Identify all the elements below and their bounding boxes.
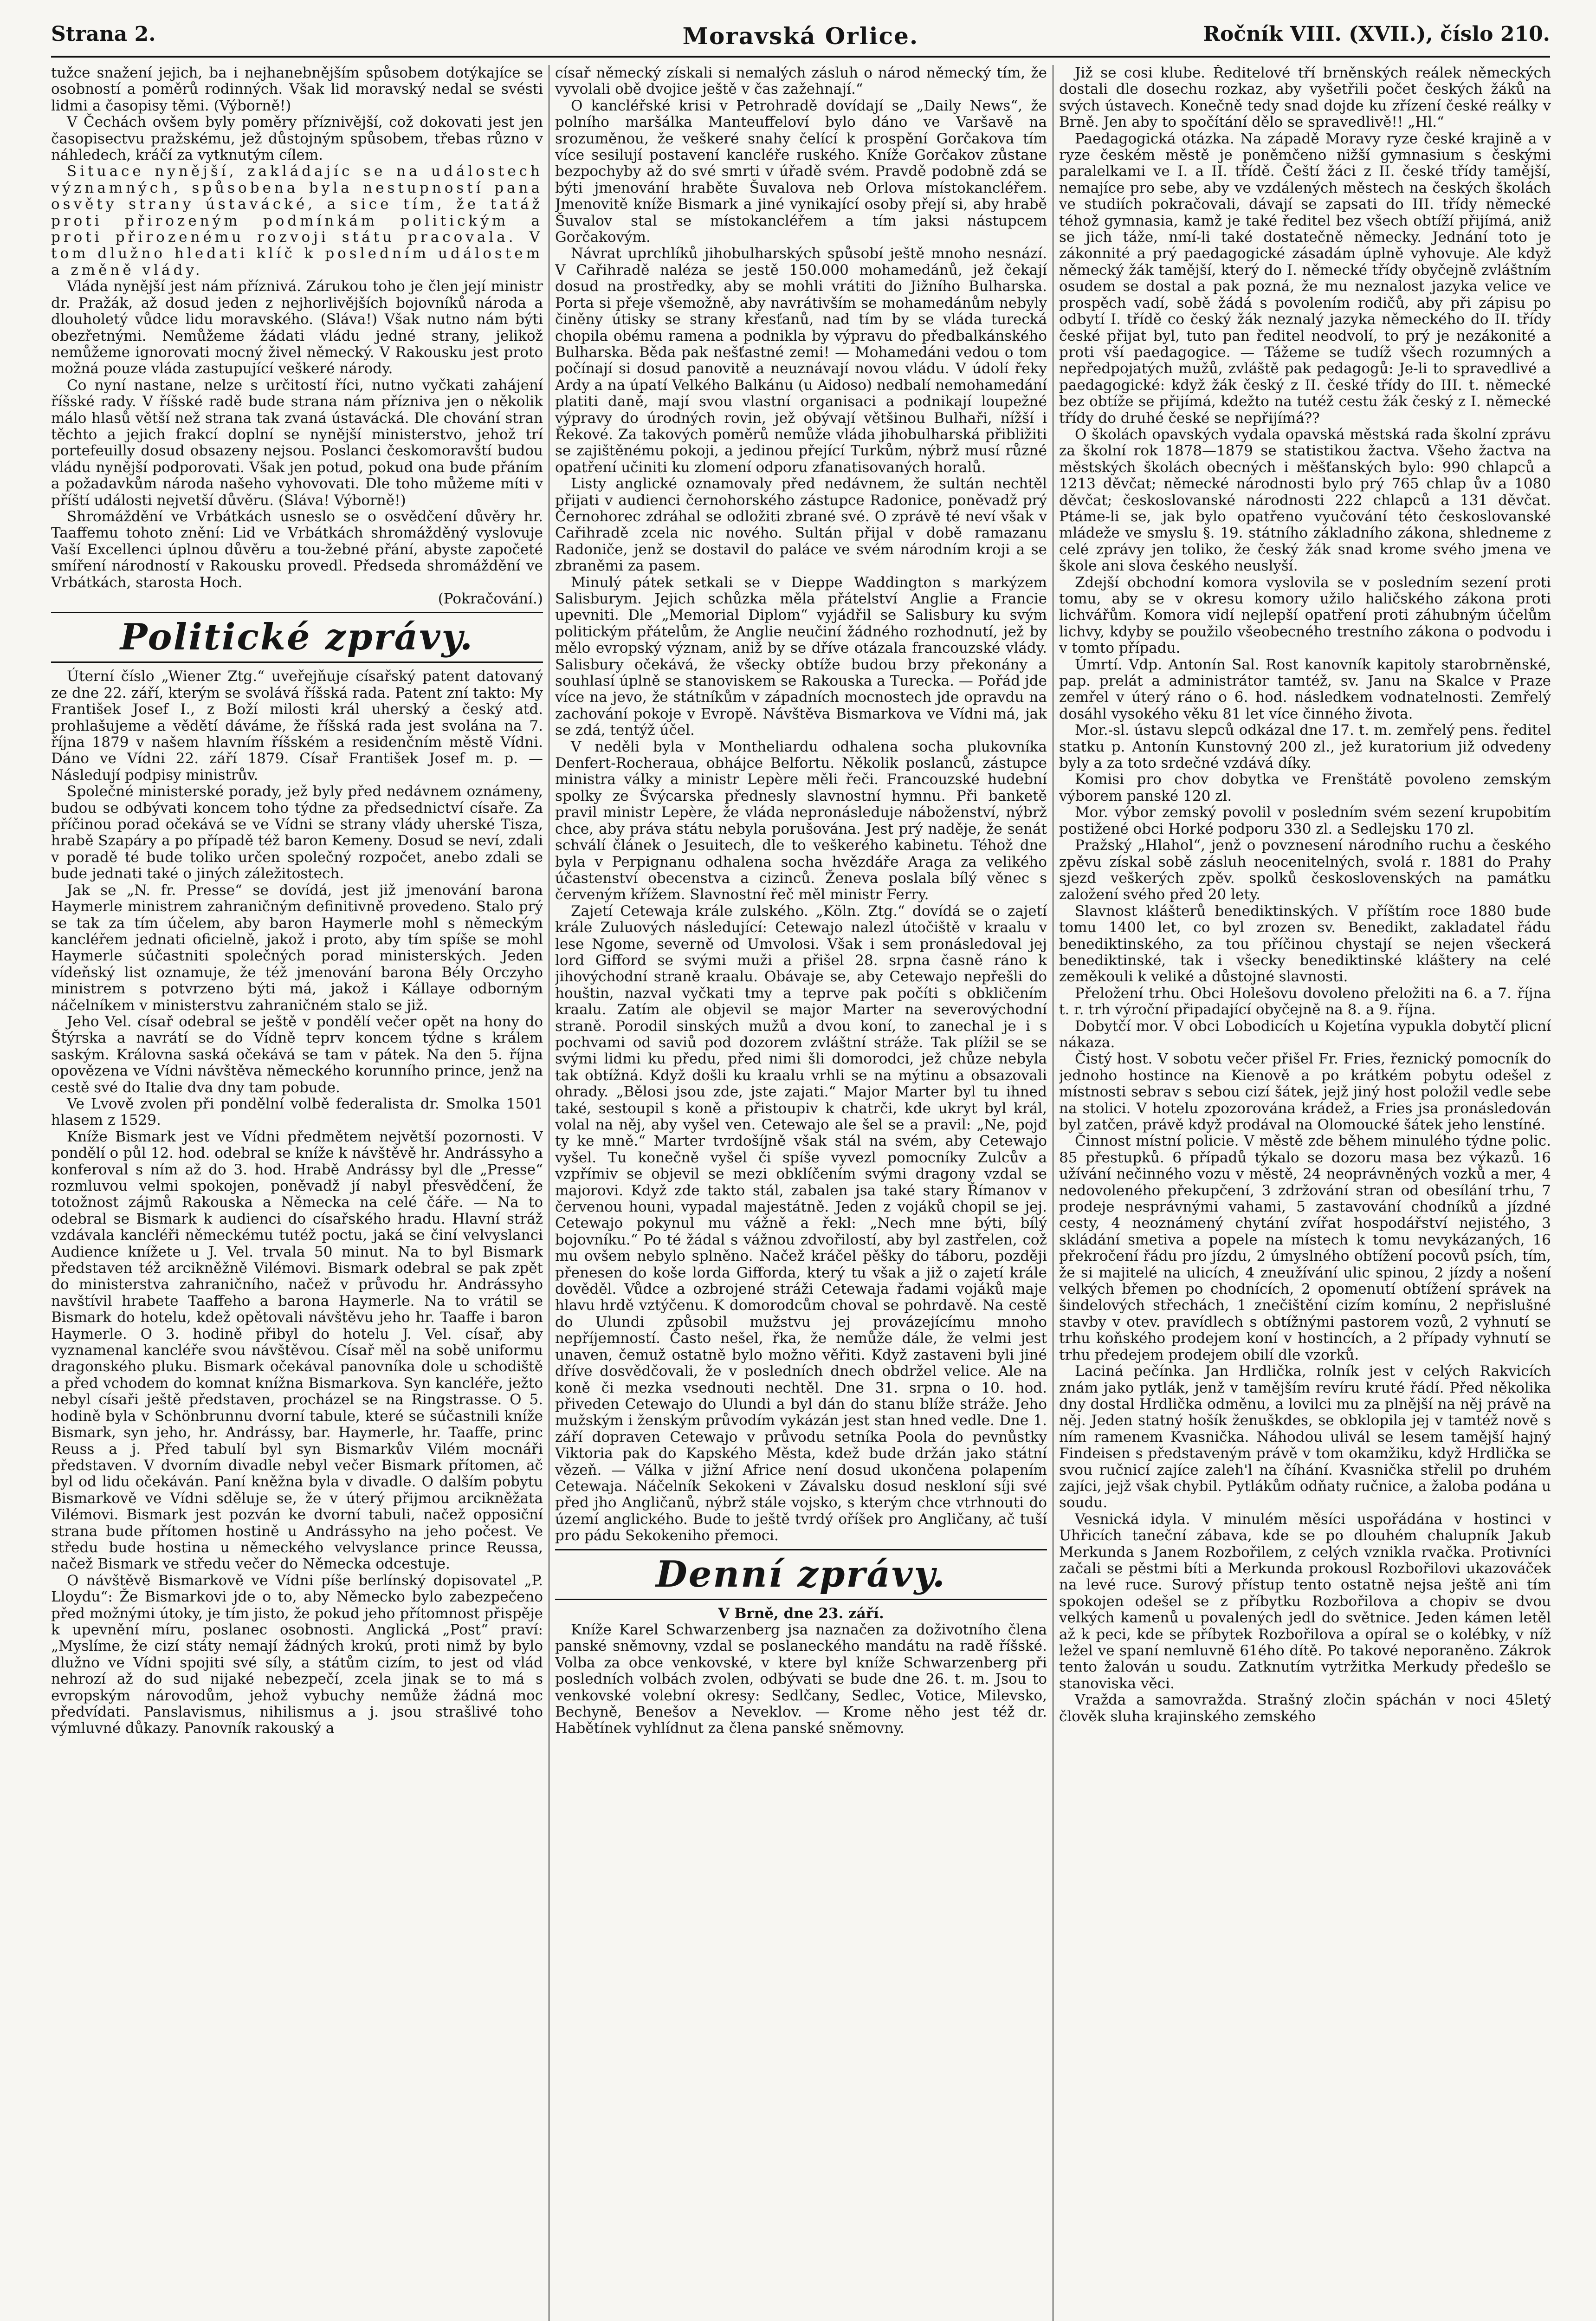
article-paragraph: O návštěvě Bismarkově ve Vídni píše berlínský dopisovatel „P. Lloydu“: Že Bismarkovi jde o to, aby Německo bylo zabezpečeno před možnými útoky, je tím jisto, že pokud jeho přítomnost přispěje k upevnění míru, poslanec osobnosti. Anglická „Post“ praví: „Myslíme, že cizí státy nemají žádných krokú, proti nimž by bylo dlužno ve Vídni spojiti své síly, a státům cizím, to jest od vlád nehrozí až do sud nijaké nebezpečí, zcela jinak se to má s evropským nárovodům, jehož vybuchy nemůže žádná moc předvídati. Panslavismus, nihilismus a j. jsou strašlivé toho výmluvné důkazy. Panovník rakouský a <box>51 1572 543 1737</box>
article-paragraph: Listy anglické oznamovaly před nedávnem, že sultán nechtěl přijati v audienci černohorského zástupce Radonice, poněvadž prý Černohorec zdráhal se odložiti zbrané své. O zprávě té neví však v Cařihradě zcela nic nového. Sultán přijal v době ramazanu Radoniče, jenž se dostavil do paláce ve svém národním kroji a se zbraněmi za pasem. <box>555 475 1047 575</box>
news-item: Laciná pečínka. Jan Hrdlička, rolník jest v celých Rakvicích znám jako pytlák, jenž v tamějším revíru kruté řádí. Před několika dny dostal Hrdlička odměnu, a lovilci mu za plnější na něj právě na něj. Jeden statný hošík ženuškdes, se obklopila jej v tamtéž nově s ním ramenem Kvasnička. Náhodou ulivál se lesem tamější hajný Findeisen s představeným právě v tom okamžiku, když Hrdlička se svou ručnicí zajíce zaleh'l na číhání. Kvasnička střelil po druhém zajíci, jejž však chybil. Pytlákům odňaty ručnice, a žaloba podána u soudu. <box>1059 1363 1551 1511</box>
article-paragraph: Zajetí Cetewaja krále zulského. „Köln. Ztg.“ dovídá se o zajetí krále Zuluových následující: Cetewajo nalezl útočiště v kraalu v lese Ngome, severně od Umvolosi. Však i sem pronásledoval jej lord Gifford se svými muži a přišel 28. srpna časně ráno k jihovýchodní straně kraalu. Obávaje se, aby Cetewajo nepřešli do houštin, nazval vyčkati tmy a teprve pak počíti s obkličením kraalu. Zatím ale objevil se major Marter na severovýchodní straně. Porodil sinských mužů a dvou koní, to zanechal je i s pochvami od saviů pod dozorem zvláštní stráže. Tak plížil se se svými lidmi ku předu, před nimi šli domorodci, jež chůze nebyla tak obtížná. Když došli ku kraalu vrhli se na mýtinu a obsazovali ohrady. „Bělosi jsou zde, jste zajati.“ Major Marter byl tu ihned také, sestoupil s koně a přistoupiv k chatrči, kde ukryt byl král, volal na něj, aby vyšel ven. Cetewajo ale šel se a pravil: „Ne, pojď ty ke mně.“ Marter tvrdošíjně však stál na svém, aby Cetewajo vyšel. Tu konečně vyšel či spíše vyvezl pomocníky Zulcův a vzpřímiv se objevil se mezi obklíčením svými dragony vzdal se majorovi. Když zde takto stál, zabalen jsa také stary Římanov v červenou houni, vypadal majestátně. Jeden z vojáků chopil se jej. Cetewajo pokynul mu vážně a řekl: „Nech mne býti, bílý bojovníku.“ Po té žádal s vážnou zdvořilostí, aby byl zastřelen, což mu ovšem nebylo splněno. Načež kráčel pěšky do táboru, později přenesen do koše lorda Gifforda, který tu však a již o zajetí krále dověděl. Vůdce a ozbrojené stráži Cetewaja řadami vojáků maje hlavu hrdě vztýčenu. K domorodcům choval se pohrdavě. Na cestě do Ulundi způsobil mužstvu jej provázejícímu mnoho nepříjemností. Často nešel, řka, že nemůže dále, že velmi jest unaven, čemuž ostatně bylo možno věřiti. Když zastaveni byli jiné dříve dosvědčovali, že v posledních dnech obdržel velice. Ale na koně či mezka vsednouti nechtěl. Dne 31. srpna o 10. hod. přiveden Cetewajo do Ulundi a byl dán do stanu blíže stráže. Jeho mužským i ženským průvodím vykázán jest stan hned vedle. Dne 1. září dopraven Cetewajo v průvodu setníka Poola do pevnůstky Viktoria pak do Kapského Města, kdež bude držán jako státní vězeň. — Válka v jižní Africe není dosud ukončena polapením Cetewaja. Náčelník Sekokeni v Závalsku dosud neskloní síji své před jho Angličanů, nýbrž stále vojsko, s kterým chce vtrhnouti do území anglického. Bude to ještě tvrdý oříšek pro Angličany, ač tuší pro pádu Sekokeniho přemoci. <box>555 902 1047 1544</box>
section-heading-daily-news: Denní zprávy. <box>555 1549 1047 1600</box>
article-paragraph: Minulý pátek setkali se v Dieppe Waddington s markýzem Salisburym. Jejich schůzka měla přátelství Anglie a Francie upevniti. Dle „Memorial Diplom“ vyjádřil se Salisbury ku svým politickým přátelům, že Anglie neučiní žádného rozhodnutí, jež by mělo evropský význam, aniž by se dříve otázala francouzské vlády. Salisbury očekává, že všecky obtíže budou brzy překonány a souhlasí úplně se stanoviskem se Rakouska a Turecka. — Pořád jde více na jevo, že státníkům v západních mocnostech jde opravdu na zachování pokoje v Evropě. Návštěva Bismarkova ve Vídni má, jak se zdá, tentýž účel. <box>555 574 1047 739</box>
article-paragraph: Společné ministerské porady, jež byly před nedávnem oznámeny, budou se odbývati koncem toho týdne za předsednictví císaře. Za příčinou porad očekává se ve Vídni se strany vlády uherské Tisza, hrabě Szapáry a po případě též baron Kemeny. Dosud se neví, zdali v poradě té bude toliko určen společný rozpočet, anebo zdali se bude jednati také o jiných záležitostech. <box>51 783 543 882</box>
article-paragraph: Ve Lvově zvolen při pondělní volbě federalista dr. Smolka 1501 hlasem z 1529. <box>51 1095 543 1129</box>
news-item: Úmrtí. Vdp. Antonín Sal. Rost kanovník kapitoly starobrněnské, pap. prelát a administrátor tamtéž, sv. Janu na Skalce v Praze zemřel v úterý ráno o 6. hod. následkem vodnatelnosti. Zemřelý dosáhl vysokého věku 81 let více činného života. <box>1059 656 1551 722</box>
article-paragraph: Kníže Karel Schwarzenberg jsa naznačen za doživotního člena panské sněmovny, vzdal se poslaneckého mandátu na radě říšské. Volba za obce venkovské, v ktere byl kníže Schwarzenberg při posledních volbách zvolen, odbývati se bude dne 26. t. m. Jsou to venkovské volební okresy: Sedlčany, Sedlec, Votice, Milevsko, Bechyně, Benešov a Neveklov. — Krome něho jest též dr. Habětínek vyhlídnut za člena panské sněmovny. <box>555 1621 1047 1737</box>
news-item: Činnost místní policie. V městě zde během minulého týdne polic. 85 přestupků. 6 případů týkalo se dozoru masa bez výkazů. 16 užívání nečinného vozu v městě, 24 neoprávněných vozků a mer, 4 nedovoleného překupčení, 3 zdržování stran od obesílání trhu, 7 prodeje nesprávnými vahami, 5 zastavování chodníků a jízdné cesty, 4 neoznámený chytání zvířat hospodářství nejistého, 3 skládání smetiva a popele na místech k tomu nevykázaných, 16 překročení řádu pro jízdu, 2 úmyslného obtížení pocovů psích, tím, že si majitelé na ulicích, 4 zneužívání ulic spinou, 2 jízdy a nošení velkých břemen po chodnících, 2 opomenutí obtížení správek na šindelových střechách, 1 znečištění cizím komínu, 2 nepřislušné stavby v otev. pravídlech s obtížnými pastorem vozů, 2 vyhnutí se trhu koňského prodejem koní v hostincích, a 2 případy vyhnutí se trhu předejem prodejem obilí dle vzorků. <box>1059 1133 1551 1363</box>
continuation-note: (Pokračování.) <box>438 590 543 607</box>
column-1 <box>51 65 543 2321</box>
column-3 <box>1059 65 1551 2321</box>
news-item: Již se cosi klube. Ředitelové tří brněnských reálek německých dostali dle dosechu rozkaz, aby vyšetřili počet českých žáků na svých ústavech. Konečně tedy snad dojde ku zřízení české reálky v Brně. Jen aby to spočítání dělo se spravedlivě!! „Hl.“ <box>1059 65 1551 131</box>
news-item: Mor.-sl. ústavu slepců odkázal dne 17. t. m. zemřelý pens. ředitel statku p. Antonín Kunstovný 200 zl., jež kuratorium již odvedeny byly a za toto srdečné vzdává díky. <box>1059 722 1551 772</box>
news-item: Přeložení trhu. Obci Holešovu dovoleno přeložiti na 6. a 7. října t. r. trh výroční připadající obyčejně na 8. a 9. října. <box>1059 985 1551 1018</box>
article-paragraph: Shromáždění ve Vrbátkách usneslo se o osvědčení důvěry hr. Taaffemu tohoto znění: Lid ve Vrbátkách shromážděný vyslovuje Vaší Excellenci úplnou důvěru a tou-žebné přání, abyste započeté smíření národností v Rakousku provedl. Předseda shromáždění ve Vrbátkách, starosta Hoch. <box>51 508 543 591</box>
article-paragraph: Kníže Bismark jest ve Vídni předmětem největší pozornosti. V pondělí o půl 12. hod. odebral se kníže k návštěvě hr. Andrássyho a konferoval s ním až do 3. hod. Hrabě Andrássy byl dle „Presse“ rozmluvou velmi spokojen, poněvadž jí nabyl přesvědčení, že totožnost zájmů Rakouska a Německa na celé čáře. — Na to odebral se Bismark k audienci do císařského hradu. Hlavní stráž vzdávala kancléři německému tutéž poctu, jaká se činí velvyslanci Audience knížete u J. Vel. trvala 50 minut. Na to byl Bismark představen též arcikněžně Vilémovi. Bismark odebral se pak zpět do ministerstva zahraničního, načež v průvodu hr. Andrássyho navštívil hrabete Taaffeho a barona Haymerle. Na to vrátil se Bismark do hotelu, kdež opětovali návštěvu jeho hr. Taaffe i baron Haymerle. O 3. hodině přibyl do hotelu J. Vel. císař, aby vyznamenal kancléře svou návštěvou. Císař měl na sobě uniformu dragonského pluku. Bismark očekával panovníka dole u schodiště a před vchodem do komnat knížna Bismarkova. Syn kancléře, ježto nebyl císaři ještě představen, procházel se na Ringstrasse. O 5. hodině byla v Schönbrunnu dvorní tabule, které se súčastnili kníže Bismark, syn jeho, hr. Andrássy, bar. Haymerle, hr. Taaffe, princ Reuss a j. Před tabulí byl syn Bismarkův Vilém mocnáři představen. V dvorním divadle nebyl večer Bismark přítomen, ač byl od lidu očekáván. Paní kněžna byla v divadle. O dalším pobytu Bismarkově ve Vídni sděluje se, že v úterý přijmou arcikněžata Vilémovi. Bismark jest pozván ke dvorní tabuli, načež opposiční strana bude přítomen hostině u Andrássyho na jeho počest. Ve středu bude hostina u německého velvyslance prince Reussa, načež Bismark ve středu večer do Německa odcestuje. <box>51 1128 543 1573</box>
page-number: Strana 2. <box>51 22 156 46</box>
article-paragraph: V Čechách ovšem byly poměry příznivější, což dokovati jest jen časopisectvu pražskému, jež důstojným spůsobem, třebas různo v náhledech, kráčí za vytknutým cílem. <box>51 114 543 164</box>
news-item: Dobytčí mor. V obci Lobodicích u Kojetína vypukla dobytčí plicní nákaza. <box>1059 1018 1551 1051</box>
newspaper-title: Moravská Orlice. <box>682 22 919 50</box>
dateline: V Brně, dne 23. září. <box>718 1605 884 1622</box>
article-paragraph: V neděli byla v Montheliardu odhalena socha plukovníka Denfert-Rocherauа, obhájce Belfortu. Několik poslanců, zástupce ministra války a ministr Lepère měli řeči. Francouzské hudební spolky ze Švýcarska přednesly slavnostní hymnu. Při banketě pravil ministr Lepère, že vláda nepronásleduje náboženství, nýbrž chce, aby práva státu nebyla porušována. Jest prý naděje, že senát schválí článek o Jesuitech, dle to veškerého kabinetu. Téhož dne byla v Perpignanu odhalena socha hvězdáře Araga za velikého účastenství obecenstva a cizinců. Ženeva poslala bílý věnec s červeným křížem. Slavnostní řeč měl ministr Ferry. <box>555 738 1047 903</box>
article-paragraph: Jeho Vel. císař odebral se ještě v pondělí večer opět na hony do Štýrska a navrátí se do Vídně teprv koncem týdne s králem saským. Královna saská očekává se tam v pátek. Na den 5. října opovězena ve Vídni návštěva německého korunního prince, jenž na cestě své do Italie dva dny tam pobude. <box>51 1013 543 1096</box>
article-paragraph: císař německý získali si nemalých zásluh o národ německý tím, že vyvolali obě dvojice ještě v čas zažehnají.“ <box>555 65 1047 98</box>
news-item: Pražský „Hlahol“, jenž o povznesení národního ruchu a českého zpěvu získal sobě zásluh neocenitelných, svolá r. 1881 do Prahy sjezd veškerých zpěv. spolků československých na památku založení svého před 20 lety. <box>1059 837 1551 903</box>
news-item: Paedagogická otázka. Na západě Moravy ryze české krajině a v ryze českém městě je poněmčeno nižší gymnasium s českými paralelkami ve I. a II. třídě. Čeští žáci z II. české třídy tamější, nemajíce pro sebe, aby ve vzdálených městech na českých školách ve studiích pokračovali, dávají se zapsati do III. třídy německé téhož gymnasia, kamž je také ředitel bez všech obtíží přijímá, aniž se jich táže, nmí-li také dostatečně německy. Jednání toto je zákonnité a prý paedagogické zásadám úplně vyhovuje. Ale když německý žák tamější, který do I. německé třídy obyčejně zvláštním osudem se dostal a pak pozná, že mu neznalost jazyka velice ve prospěch vadí, sobě žádá s povolením rodičů, aby při zápisu po odbytí I. třídě co český žák neznalý jazyka německého do II. třídy české přijat byl, tuto pan ředitel neodvolí, to prý je nezákonité a proti vší paedagogice. — Tážeme se tudíž všech rozumných a nepředpojatých mužů, zvláště pak pedagogů: Je-li to spravedlivé a paedagogické: když žák český z II. české třídy do III. t. německé bez obtíže se přijímá, kdežto na tutéž cestu žák český z I. německé třídy do druhé české se nepřijímá?? <box>1059 130 1551 427</box>
article-paragraph: Jak se „N. fr. Presse“ se dovídá, jest již jmenování barona Haymerle ministrem zahraničným definitivně provedeno. Stalo prý se tak za tím účelem, aby baron Haymerle mohl s německým kancléřem jednati oficielně, jakož i proto, aby tím spíše se mohl Haymerle súčastniti společných porad ministerských. Jeden vídeňský list oznamuje, že též jmenování barona Bély Orczyho ministrem s potvrzeno býti má, jakož i Kállaye odborným náčelníkem v ministerstvu zahraničném stalo se již. <box>51 882 543 1014</box>
news-item: Čistý host. V sobotu večer přišel Fr. Fries, řeznický pomocník do jednoho hostince na Kienově a po krátkém pobytu odešel z místnosti sebrav s sebou cizí šátek, jejž jiný host položil vedle sebe na stolici. V hotelu zpozorována krádež, a Fries jsa pronásledován byl zatčen, právě když prodával na Olomoucké šátek jeho lenstíné. <box>1059 1050 1551 1133</box>
article-paragraph: Úterní číslo „Wiener Ztg.“ uveřejňuje císařský patent datovaný ze dne 22. září, kterým se svolává říšská rada. Patent zní takto: My František Josef I., z Boží milosti král uherský a český atd. prohlašujeme a vědětí dáváme, že říšská rada jest svolána na 7. října 1879 v našem hlavním říšském a residenčním městě Vídni. Dáno ve Vídni 22. září 1879. Císař František Josef m. p. — Následují podpisy ministrův. <box>51 668 543 784</box>
article-paragraph: Co nyní nastane, nelze s určitostí říci, nutno vyčkati zahájení říšské rady. V říšské radě bude strana nám přízniva jen o několik málo hlasů větší než strana tak zvaná ústavácká. Dle chování stran těchto a jejich frakcí doplní se nynější ministerstvo, jehož trí portefeuilly dosud obsazeny nejsou. Poslanci českomoravští budou vládu nynější podporovati. Však jen potud, pokud ona bude přáním a požadavkům národa našeho vyhovovati. Dle toho můžeme míti v příští události nejvetší důvěru. (Sláva! Výborně!) <box>51 376 543 509</box>
news-item: Vesnická idyla. V minulém měsíci uspořádána v hostinci v Uhřicích taneční zábava, kde se po dlouhém chalupník Jakub Merkunda s Janem Rozbořilem, z celých vznikla rvačka. Protivníci začali se pěstmi bíti a Merkunda prokousl Rozbořilovi ukazováček na levé ruce. Surový přístup tento ostatně nejsa ještě ani tím spokojen odešel se z příbytku Rozbořilova a chopiv se dvou velkých kamenů u povalených jedl do světnice. Jeden kámen letěl až k peci, kde se příbytek Rozbořilova a opíral se o kolébky, v níž ležel ve spaní nemluvně 61ého dítě. Po takové neporaněno. Zákrok tento žalován u soudu. Zatknutím vytržitka Merkudy předešlo se stanoviska věci. <box>1059 1511 1551 1692</box>
news-item: Zdejší obchodní komora vyslovila se v posledním sezení proti tomu, aby se v okresu komory užilo haličského zákona proti lichvářům. Komora vidí nejlepší opatření proti záhubným účelům lichvy, kdyby se použilo všeobecného trestního zákona o podvodu i v tomto případu. <box>1059 574 1551 657</box>
news-item: Komisi pro chov dobytka ve Frenštátě povoleno zemským výborem panské 120 zl. <box>1059 771 1551 804</box>
section-heading-politics: Politické zprávy. <box>51 612 543 663</box>
news-item: O školách opavských vydala opavská městská rada školní zprávu za školní rok 1878—1879 se statistikou žactva. Všeho žactva na městských školách obecných i měšťanských bylo: 990 chlapců a 1213 děvčat; německé národnosti bylo prý 765 chlap ův a 1080 děvčat; českoslovanské národnosti 222 chlapců a 131 děvčat. Ptámе-li se, jak bylo opatřeno vyučování této českoslovanské mládeže ve smyslu §. 19. státního základního zákona, shledneme z celé zprávy jen toliko, že český žák snad krome svého jmena ve škole ani slova českého neuslyší. <box>1059 426 1551 575</box>
issue-info: Ročník VIII. (XVII.), číslo 210. <box>1203 22 1550 46</box>
news-item: Vražda a samovražda. Strašný zločin spáchán v noci 45letý člověk sluha krajinského zemského <box>1059 1692 1551 1725</box>
article-paragraph: tužce snažení jejich, ba i nejhanebnějším spůsobem dotýkajíce se osobností a poměrů rodinných. Však lid moravský nedal se svésti lidmi a časopisy těmi. (Výborně!) <box>51 65 543 114</box>
article-paragraph: Vláda nynější jest nám příznivá. Zárukou toho je člen její ministr dr. Pražák, až dosud jeden z nejhorlivějších bojovníků národa a dlouholetý vůdce lidu moravského. (Sláva!) Však nutno nám býti obezřetnými. Nemůžeme žádati vládu jedné strany, jelikož nemůžeme ignorovati mocný živel německý. V Rakousku jest proto možná pouze vláda zastupující veškeré národy. <box>51 278 543 377</box>
article-paragraph: O kancléřské krisi v Petrohradě dovídají se „Daily News“, že polního maršálka Manteuffeloví bylo dáno ve Varšavě na srozuměnou, že veškeré snahy čelící k prospění Gorčakova tím více sesilují postavení kancléře ruského. Kníže Gorčakov zůstane bezpochyby až do své smrti v úřadě svém. Pravdě podobně zdá se býti jmenování hraběte Šuvalova neb Orlova místokancléřem. Jmenovitě kníže Bismark a jiné vynikající osoby přejí si, aby hrabě Šuvalov stal se místokancléřem a tím jaksi nástupcem Gorčakovým. <box>555 97 1047 246</box>
column-2 <box>555 65 1047 2321</box>
news-item: Mor. výbor zemský povolil v posledním svém sezení krupobitím postižené obci Horké podporu 330 zl. a Sedlejsku 170 zl. <box>1059 804 1551 837</box>
article-paragraph: Návrat uprchlíků jihobulharských spůsobí ještě mnoho nesnází. V Cařihradě naléza se jestě 150.000 mohamedánů, jež čekají dosud na prostředky, aby se mohli vrátiti do Jižního Bulharska. Porta si přeje všemožně, aby navrátivším se mohamedánům nebyly činěny útisky se strany křesťanů, nad tím by se vláda turecká chopila obému ramena a podnikla by výpravu do předbalkánského Bulharska. Běda pak nešťastné zemi! — Mohamedáni vedou o tom počínají si dosud panovitě a neuznávají novou vládu. V údolí řeky Ardy a na úpatí Velkého Balkánu (u Aidoso) nedbalí nemohamedání platiti daně, mají svou vlastní organisaci a podnikají loupežné výpravy do úrodných rovin, jež obývají většinou Bulhaři, nížší i Řekové. Za takových poměrů nemůže vláda jihobulharská přibližiti se zajištěnému pokoji, a jedinou přející Turkům, nýbrž musí různé opatření učiniti ku zlomení odporu zfanatisovaných horalů. <box>555 245 1047 476</box>
page-header <box>51 19 1550 58</box>
news-item: Slavnost klášterů benediktinských. V příštím roce 1880 bude tomu 1400 let, co byl zrozen sv. Benedikt, zakladatel řádu benediktinského, za tou příčinou chystají se nejen všeckerá benediktinské, tak i všecky benediktinské kláštery na celé zeměkouli k veliké a důstojné slavnosti. <box>1059 902 1551 985</box>
article-paragraph: Situace nynější, zakládajíc se na událostech významných, spůsobena byla nestupností pana osvěty strany ústavácké, a sice tím, že tatáž proti přirozeným podmínkám politickým a proti přirozenému rozvoji státu pracovala. V tom dlužno hledati klíč k posledním událostem a změně vlády. <box>51 163 543 279</box>
